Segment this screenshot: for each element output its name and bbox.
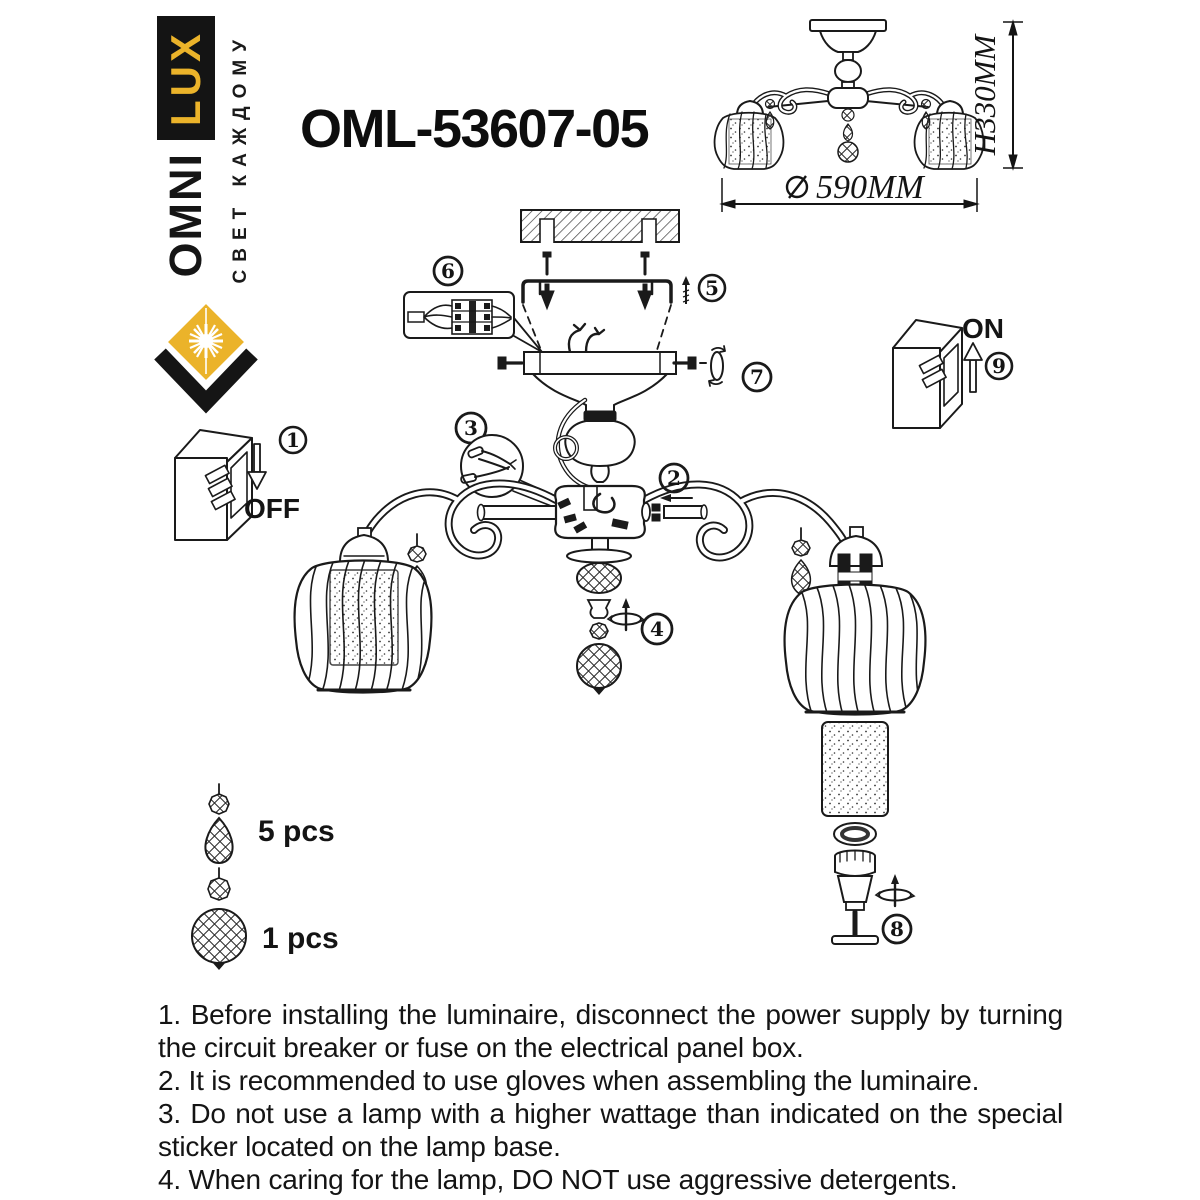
screw [641, 252, 649, 274]
mounting-bracket [523, 252, 671, 350]
instruction-item: 2. It is recommended to use gloves when assembling the luminaire. [158, 1065, 980, 1096]
callout-number: 4 [650, 617, 664, 641]
crystal-ball-part [192, 868, 246, 970]
callout-number: 1 [286, 428, 300, 452]
anchor-screw [540, 284, 554, 309]
rotation-arrow-icon [876, 874, 914, 906]
height-dimension [967, 21, 1023, 169]
anchor-screw [638, 284, 652, 309]
parts-list [192, 784, 339, 970]
callout-number: 5 [705, 276, 719, 300]
instruction-item: 1. Before installing the luminaire, disconnect the power supply by turning the circuit breaker or fuse on the electrical panel box. [158, 999, 1063, 1063]
model-number: OML-53607-05 [300, 99, 649, 159]
callout-number: 8 [890, 917, 904, 941]
part-qty: 1 pcs [262, 922, 339, 955]
crystal-drop [792, 528, 811, 595]
off-label: OFF [244, 493, 300, 524]
socket-assembly [822, 722, 914, 944]
power-off-panel [175, 427, 306, 540]
screw [543, 252, 551, 274]
on-label: ON [962, 313, 1004, 344]
brand-tagline-text: СВЕТ КАЖДОМУ [230, 32, 251, 284]
instruction-item: 4. When caring for the lamp, DO NOT use aggressive detergents. [158, 1164, 958, 1195]
right-arm [644, 484, 846, 557]
arrow-up-icon [964, 343, 982, 392]
rotation-arrow-icon [709, 346, 725, 386]
rotation-arrow-icon [608, 598, 644, 630]
callout-mounting-bracket [682, 275, 725, 304]
callout-number: 3 [464, 416, 478, 440]
terminal-block [452, 300, 492, 334]
product-overview-drawing [715, 20, 984, 169]
screw [498, 357, 522, 369]
drill-hole [540, 219, 554, 243]
crystal-drop-part [205, 784, 232, 863]
instructions-block [158, 998, 1063, 1196]
terminal-block-detail [404, 257, 542, 352]
brand-omni-text: OMNI [160, 152, 211, 278]
height-label: H330MM [967, 34, 1002, 156]
drill-hole [642, 219, 656, 243]
lamp-socket [832, 851, 878, 945]
screw-icon [682, 276, 690, 304]
ceiling-section [521, 210, 679, 243]
overview-crystals [766, 100, 931, 163]
diameter-label: 590MM [816, 169, 924, 206]
arm-pipe-insert [652, 504, 707, 521]
center-finial [567, 538, 672, 695]
diameter-dimension [721, 169, 978, 212]
brand-lux-text: LUX [162, 30, 209, 126]
power-on-panel [893, 313, 1012, 428]
diameter-icon [787, 176, 807, 198]
callout-number: 6 [441, 259, 455, 283]
right-shade [785, 527, 926, 718]
left-shade [295, 528, 432, 694]
instruction-item: 3. Do not use a lamp with a higher wattage than indicated on the special sticker located on the lamp base. [158, 1098, 1063, 1162]
callout-number: 7 [750, 365, 764, 389]
callout-number: 9 [992, 354, 1006, 378]
part-qty: 5 pcs [258, 815, 335, 848]
screw [674, 357, 706, 369]
callout-number: 2 [667, 466, 681, 490]
